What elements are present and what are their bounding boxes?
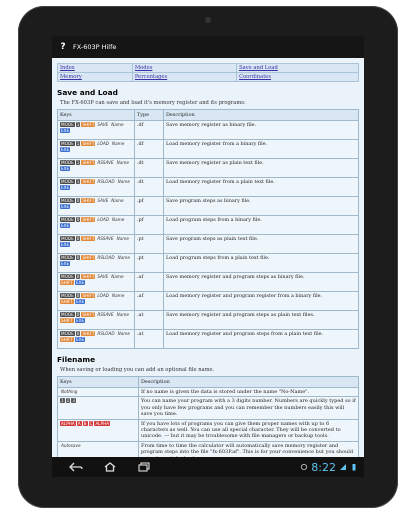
key-label: Name xyxy=(111,293,125,298)
nav-link-save-load[interactable]: Save and Load xyxy=(239,65,278,71)
key-label: RSLOAD xyxy=(97,179,115,184)
home-icon[interactable] xyxy=(100,461,120,473)
description-cell: Load program steps from a plain text file. xyxy=(164,254,359,273)
table-row xyxy=(58,121,359,140)
num-key: 3 xyxy=(72,398,76,404)
app-screen xyxy=(52,36,364,477)
nav-link-memory[interactable]: Memory xyxy=(60,74,82,80)
column-header-keys: Keys xyxy=(58,377,139,388)
description-cell: Load memory register and program register from a binary file. xyxy=(164,292,359,311)
mode-key: MODE xyxy=(61,331,74,336)
type-cell: .af xyxy=(135,292,164,311)
type-cell: .at xyxy=(135,330,164,349)
description-cell: Save memory register and program steps as plain text files. xyxy=(164,311,359,330)
key-label: Name xyxy=(117,331,130,336)
mode-key: MODE xyxy=(61,198,74,203)
shift-key: SHIFT xyxy=(82,255,95,260)
shift-key: SHIFT xyxy=(82,179,95,184)
keys-cell xyxy=(58,273,135,292)
network-icon xyxy=(339,463,347,471)
num-key: 0 xyxy=(76,236,80,241)
save-load-intro: The FX-603P can save and load it's memory register and its programs: xyxy=(60,100,246,106)
key-label: RSSAVE xyxy=(97,160,114,165)
description-cell: Save memory register as plain text file. xyxy=(164,159,359,178)
shift-key: SHIFT xyxy=(61,318,73,323)
mode-key: MODE xyxy=(61,236,74,241)
key-label: Nothing xyxy=(61,389,78,394)
keys-cell xyxy=(58,311,135,330)
keys-cell xyxy=(58,254,135,273)
shift-key: SHIFT xyxy=(82,141,95,146)
key-label: RSSAVE xyxy=(97,312,114,317)
exe-key: EXE xyxy=(61,147,70,152)
nav-link-percentages[interactable]: Percentages xyxy=(134,74,168,80)
key-label: SAVE xyxy=(97,274,109,279)
num-key: 0 xyxy=(76,255,80,260)
shift-key: SHIFT xyxy=(82,122,95,127)
keys-cell xyxy=(58,178,135,197)
table-row xyxy=(58,235,359,254)
front-camera xyxy=(205,17,211,23)
exe-key: EXE xyxy=(61,261,70,266)
shift-key: SHIFT xyxy=(82,331,95,336)
exe-key: EXE xyxy=(75,280,85,285)
key-label: Name xyxy=(111,198,124,203)
description-cell: From time to time the calculator will automatically save memory register and program steps into the file "fx-603P.af". This is for your convenience but you should xyxy=(139,441,359,463)
key-label: Name xyxy=(116,160,129,165)
settings-icon xyxy=(300,463,308,471)
status-area xyxy=(300,457,358,477)
shift-key: SHIFT xyxy=(82,217,95,222)
filename-table xyxy=(57,376,359,464)
type-cell: .dt xyxy=(135,159,164,178)
key-label: Autosave xyxy=(61,442,81,448)
key-label: Name xyxy=(111,141,125,146)
exe-key: EXE xyxy=(61,128,70,133)
save-load-table xyxy=(57,109,359,349)
mode-key: MODE xyxy=(61,179,74,184)
exe-key: EXE xyxy=(75,318,85,323)
num-key: 1 xyxy=(76,179,80,184)
exe-key: EXE xyxy=(75,337,85,342)
section-heading-filename: Filename xyxy=(57,355,96,364)
table-row xyxy=(58,254,359,273)
mode-key: MODE xyxy=(61,293,74,298)
type-cell: .pf xyxy=(135,216,164,235)
keys-cell xyxy=(58,121,135,140)
description-cell: Load memory register from a binary file. xyxy=(164,140,359,159)
description-cell: Load memory register from a plain text file. xyxy=(164,178,359,197)
description-cell: Save program steps as binary file. xyxy=(164,197,359,216)
key-label: Name xyxy=(111,274,124,279)
keys-cell xyxy=(58,397,139,419)
shift-key: SHIFT xyxy=(82,274,95,279)
alpha-key: C xyxy=(89,420,93,426)
description-cell: If you have lots of programs you can give them proper names with up to 6 characters as well. You can use all special character. They will be converted to unicode. — but it may be troublesome with file managers or backup tools. xyxy=(139,419,359,441)
num-key: 0 xyxy=(76,312,80,317)
shift-key: SHIFT xyxy=(61,299,73,304)
num-key: 1 xyxy=(76,160,80,165)
table-row xyxy=(58,397,359,419)
key-label: SAVE xyxy=(97,198,109,203)
back-icon[interactable] xyxy=(66,461,86,473)
section-heading-save-load: Save and Load xyxy=(57,88,118,97)
mode-key: MODE xyxy=(61,312,74,317)
keys-cell xyxy=(58,197,135,216)
type-cell: .dt xyxy=(135,178,164,197)
help-content[interactable] xyxy=(52,58,364,457)
key-label: RSLOAD xyxy=(97,331,115,336)
mode-key: MODE xyxy=(61,255,74,260)
type-cell: .pt xyxy=(135,235,164,254)
exe-key: EXE xyxy=(75,299,85,304)
type-cell: .af xyxy=(135,273,164,292)
exe-key: EXE xyxy=(61,223,70,228)
clock: 8:22 xyxy=(311,460,336,474)
keys-cell xyxy=(58,292,135,311)
table-row xyxy=(58,292,359,311)
num-key: 0 xyxy=(76,198,80,203)
alpha-key: A xyxy=(77,420,81,426)
column-header-type: Type xyxy=(135,110,164,121)
key-label: SAVE xyxy=(97,122,109,127)
keys-cell xyxy=(58,330,135,349)
keys-cell xyxy=(58,216,135,235)
type-cell: .at xyxy=(135,311,164,330)
table-row xyxy=(58,178,359,197)
type-cell: .df xyxy=(135,140,164,159)
num-key: 0 xyxy=(76,217,80,222)
key-label: Name xyxy=(111,122,124,127)
description-cell: Save program steps as plain text file. xyxy=(164,235,359,254)
mode-key: MODE xyxy=(61,141,74,146)
num-key: 0 xyxy=(76,293,80,298)
key-label: LOAD xyxy=(97,141,109,146)
key-label: Name xyxy=(117,179,130,184)
help-icon[interactable]: ? xyxy=(60,42,66,52)
description-cell: Load memory register and program steps from a plain text file. xyxy=(164,330,359,349)
keys-cell xyxy=(58,419,139,441)
mode-key: MODE xyxy=(61,122,74,127)
filename-intro: When saving or loading you can add an optional file name. xyxy=(60,367,215,373)
table-row xyxy=(58,388,359,397)
description-cell: You can name your program with a 3 digits number. Numbers are quickly typed so if you only have few programs and you can remember the numbers easily this will save you time. xyxy=(139,397,359,419)
mode-key: MODE xyxy=(61,217,74,222)
recent-apps-icon[interactable] xyxy=(134,461,154,473)
exe-key: EXE xyxy=(61,185,70,190)
description-cell: Load program steps from a binary file. xyxy=(164,216,359,235)
description-cell: Save memory register and program steps as binary file. xyxy=(164,273,359,292)
keys-cell xyxy=(58,388,139,397)
alpha-key: ALPHA xyxy=(61,420,75,426)
type-cell: .df xyxy=(135,121,164,140)
table-row xyxy=(58,216,359,235)
key-label: Name xyxy=(117,255,130,260)
alpha-key: ALPHA xyxy=(95,420,110,426)
nav-link-index[interactable]: Index xyxy=(60,65,75,71)
description-cell: Save memory register as binary file. xyxy=(164,121,359,140)
system-navigation-bar xyxy=(52,457,364,477)
column-header-description: Description xyxy=(164,110,359,121)
exe-key: EXE xyxy=(61,242,70,247)
table-row xyxy=(58,419,359,441)
column-header-description: Description xyxy=(139,377,359,388)
shift-key: SHIFT xyxy=(61,280,73,285)
exe-key: EXE xyxy=(61,166,70,171)
key-label: RSSAVE xyxy=(97,236,114,241)
num-key: 1 xyxy=(76,141,80,146)
type-cell: .pf xyxy=(135,197,164,216)
exe-key: EXE xyxy=(61,204,70,209)
mode-key: MODE xyxy=(61,274,74,279)
table-row xyxy=(58,140,359,159)
num-key: 0 xyxy=(76,274,80,279)
keys-cell xyxy=(58,235,135,254)
shift-key: SHIFT xyxy=(82,312,95,317)
shift-key: SHIFT xyxy=(82,160,95,165)
action-bar xyxy=(52,36,364,58)
shift-key: SHIFT xyxy=(82,236,95,241)
nav-link-coordinates[interactable]: Coordinates xyxy=(239,74,272,80)
nav-table xyxy=(57,63,359,82)
description-cell: If no name is given the data is stored under the name "No-Name". xyxy=(139,388,359,397)
table-row xyxy=(58,197,359,216)
shift-key: SHIFT xyxy=(82,293,95,298)
table-row xyxy=(58,330,359,349)
key-label: LOAD xyxy=(97,293,109,298)
alpha-key: B xyxy=(83,420,87,426)
app-title: FX-603P Hilfe xyxy=(73,43,117,51)
key-label: Name xyxy=(116,312,129,317)
key-label: Name xyxy=(116,236,129,241)
column-header-keys: Keys xyxy=(58,110,135,121)
key-label: Name xyxy=(111,217,125,222)
shift-key: SHIFT xyxy=(82,198,95,203)
nav-link-modes[interactable]: Modes xyxy=(134,65,153,71)
table-row xyxy=(58,159,359,178)
mode-key: MODE xyxy=(61,160,74,165)
table-row xyxy=(58,273,359,292)
type-cell: .pt xyxy=(135,254,164,273)
keys-cell xyxy=(58,159,135,178)
key-label: LOAD xyxy=(97,217,109,222)
num-key: 2 xyxy=(66,398,70,404)
key-label: RSLOAD xyxy=(97,255,115,260)
shift-key: SHIFT xyxy=(61,337,73,342)
keys-cell xyxy=(58,140,135,159)
battery-icon xyxy=(350,463,358,471)
num-key: 0 xyxy=(76,331,80,336)
table-row xyxy=(58,311,359,330)
num-key: 1 xyxy=(76,122,80,127)
num-key: 1 xyxy=(61,398,64,404)
